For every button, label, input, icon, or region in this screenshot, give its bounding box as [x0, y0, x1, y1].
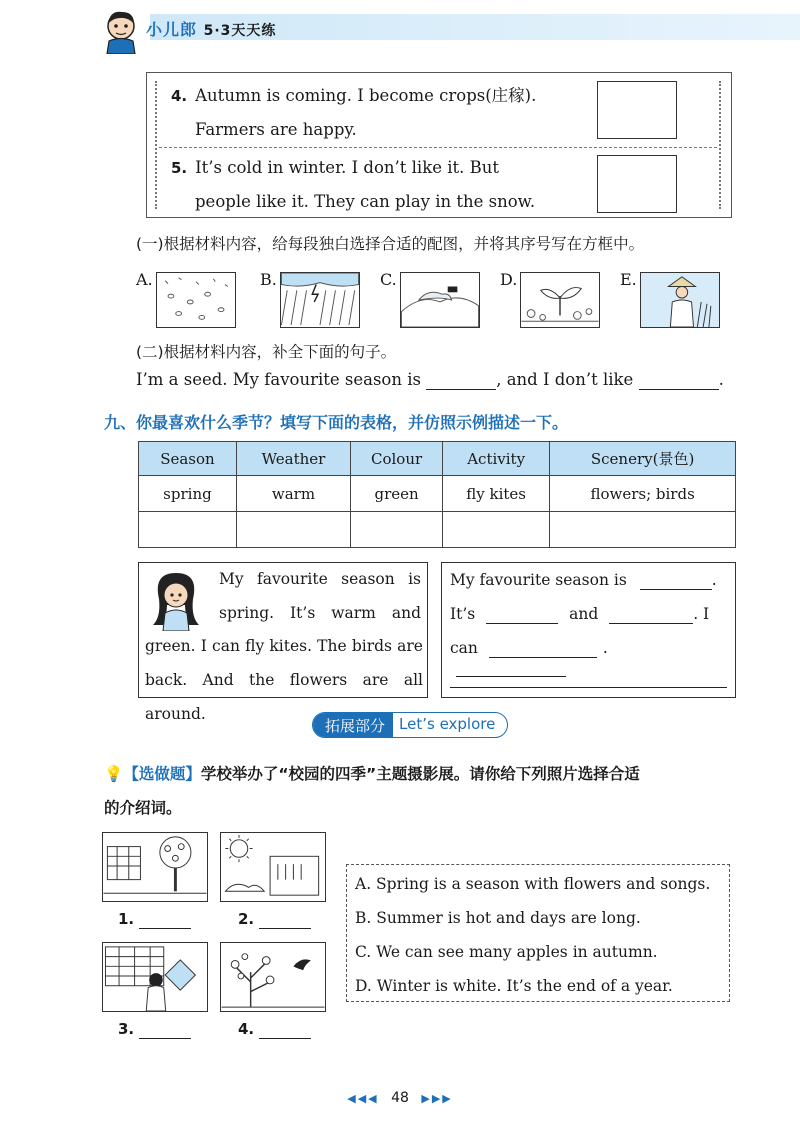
rain-picture-icon: [280, 272, 360, 328]
fill-text: My favourite season is: [450, 571, 627, 589]
prev-arrows-icon: ◀◀◀: [347, 1092, 379, 1105]
sentence-part-a: I’m a seed. My favourite season is: [136, 370, 421, 389]
fill-row-3: [450, 639, 727, 677]
photo-number: 4.: [238, 1020, 255, 1038]
farmer-picture-icon: [640, 272, 720, 328]
fill-text: . I: [693, 605, 710, 623]
caption-options-box: [346, 864, 730, 1002]
reading-item-5: [171, 151, 535, 218]
item-line2: Farmers are happy.: [195, 120, 357, 139]
photo-4-blank[interactable]: [259, 1020, 311, 1039]
cell-activity: fly kites: [443, 476, 550, 512]
fill-blank-line[interactable]: [450, 687, 727, 688]
photo-3-label: [118, 1020, 191, 1039]
fill-text: It’s: [450, 605, 476, 623]
item-line1: Autumn is coming. I become crops(庄稼).: [195, 86, 537, 105]
fill-blank-season[interactable]: [640, 571, 712, 590]
option-label: D.: [500, 270, 518, 289]
example-line4: back. And the flowers are all around.: [145, 671, 423, 723]
season-table: [138, 441, 736, 548]
cell-scenery: flowers; birds: [550, 476, 736, 512]
option-label: A.: [136, 270, 153, 289]
falling-leaves-picture-icon: [156, 272, 236, 328]
header-scenery: Scenery(景色): [550, 442, 736, 476]
photo-4-spring-blossom-icon: [220, 942, 326, 1012]
brand-title: [146, 17, 276, 40]
table-header-row: [139, 442, 736, 476]
fill-text: and: [569, 605, 599, 623]
caption-option-c: C. We can see many apples in autumn.: [355, 943, 658, 961]
example-box: [138, 562, 428, 723]
option-label: B.: [260, 270, 277, 289]
caption-option-b: B. Summer is hot and days are long.: [355, 909, 641, 927]
photo-3-blank[interactable]: [139, 1020, 191, 1039]
blank-cell-scenery[interactable]: [550, 512, 736, 548]
next-arrows-icon: ▶▶▶: [421, 1092, 453, 1105]
page-header: [0, 0, 800, 62]
example-line3: green. I can fly kites. The birds are: [145, 637, 423, 655]
photo-1-label: [118, 910, 191, 929]
part2-instruction: (二)根据材料内容，补全下面的句子。: [136, 343, 397, 361]
answer-box-5[interactable]: [597, 155, 677, 213]
table-row-blank: [139, 512, 736, 548]
explore-instruction: [104, 762, 640, 784]
fill-blank-scenery[interactable]: [456, 658, 566, 677]
answer-box-4[interactable]: [597, 81, 677, 139]
dislike-blank[interactable]: [639, 370, 719, 390]
photo-1-blank[interactable]: [139, 910, 191, 929]
lightbulb-icon: 💡: [104, 765, 124, 783]
caption-option-d: D. Winter is white. It’s the end of a year.: [355, 977, 673, 995]
dotted-border-right: [719, 81, 721, 209]
dotted-border-left: [155, 81, 157, 209]
table-row-example: [139, 476, 736, 512]
instruction-line1: 学校举办了“校园的四季”主题摄影展。请你给下列照片选择合适: [200, 765, 640, 783]
item-number: 5.: [171, 159, 188, 177]
blank-cell-activity[interactable]: [443, 512, 550, 548]
header-weather: Weather: [236, 442, 350, 476]
optional-label: 【选做题】: [123, 765, 201, 783]
photo-number: 1.: [118, 910, 135, 928]
fill-blank-colour[interactable]: [609, 605, 693, 624]
cell-season: spring: [139, 476, 237, 512]
page-footer: [0, 1090, 800, 1106]
sprout-picture-icon: [520, 272, 600, 328]
option-label: C.: [380, 270, 397, 289]
fill-text: .: [602, 639, 608, 657]
fill-row-1: [450, 571, 727, 590]
fill-blank-weather[interactable]: [486, 605, 558, 624]
sentence-end: .: [718, 370, 724, 389]
photo-2-label: [238, 910, 311, 929]
explore-tag-cn: 拓展部分: [313, 713, 393, 737]
item-line2: people like it. They can play in the snow.: [195, 192, 536, 211]
photo-4-label: [238, 1020, 311, 1039]
explore-tag: [312, 712, 508, 738]
fill-blank-activity[interactable]: [489, 639, 597, 658]
blank-cell-weather[interactable]: [236, 512, 350, 548]
header-season: Season: [139, 442, 237, 476]
season-blank[interactable]: [426, 370, 496, 390]
photo-number: 2.: [238, 910, 255, 928]
caption-option-a: A. Spring is a season with flowers and songs.: [355, 875, 711, 893]
photo-number: 3.: [118, 1020, 135, 1038]
sentence-part-b: , and I don’t like: [496, 370, 634, 389]
fill-text: .: [711, 571, 717, 589]
page-number: 48: [391, 1090, 409, 1106]
photo-1-autumn-tree-icon: [102, 832, 208, 902]
reading-box: [146, 72, 732, 218]
photo-3-new-year-icon: [102, 942, 208, 1012]
fill-row-2: [450, 605, 727, 624]
example-line2: spring. It’s warm and: [219, 604, 421, 622]
header-colour: Colour: [351, 442, 443, 476]
instruction-line2: 的介绍词。: [104, 799, 182, 817]
header-activity: Activity: [443, 442, 550, 476]
photo-2-summer-sun-icon: [220, 832, 326, 902]
mascot-boy-icon: [100, 8, 142, 54]
section9-title: 九、你最喜欢什么季节？填写下面的表格，并仿照示例描述一下。: [104, 413, 569, 432]
part2-sentence: [136, 370, 724, 390]
cell-weather: warm: [236, 476, 350, 512]
blank-cell-season[interactable]: [139, 512, 237, 548]
girl-avatar-icon: [145, 569, 207, 631]
option-label: E.: [620, 270, 637, 289]
fill-text: can: [450, 639, 478, 657]
blank-cell-colour[interactable]: [351, 512, 443, 548]
example-line1: My favourite season is: [219, 570, 421, 588]
explore-tag-en: Let’s explore: [399, 715, 496, 733]
photo-2-blank[interactable]: [259, 910, 311, 929]
reading-item-4: [171, 79, 536, 146]
cell-colour: green: [351, 476, 443, 512]
part1-instruction: (一)根据材料内容，给每段独白选择合适的配图，并将其序号写在方框中。: [136, 235, 645, 253]
dashed-separator: [159, 147, 717, 148]
item-line1: It’s cold in winter. I don’t like it. But: [195, 158, 499, 177]
fill-box: [441, 562, 736, 698]
item-number: 4.: [171, 87, 188, 105]
brand-series: 5·3天天练: [203, 23, 277, 39]
snow-hill-picture-icon: [400, 272, 480, 328]
brand-name: 小儿郎: [146, 20, 198, 39]
